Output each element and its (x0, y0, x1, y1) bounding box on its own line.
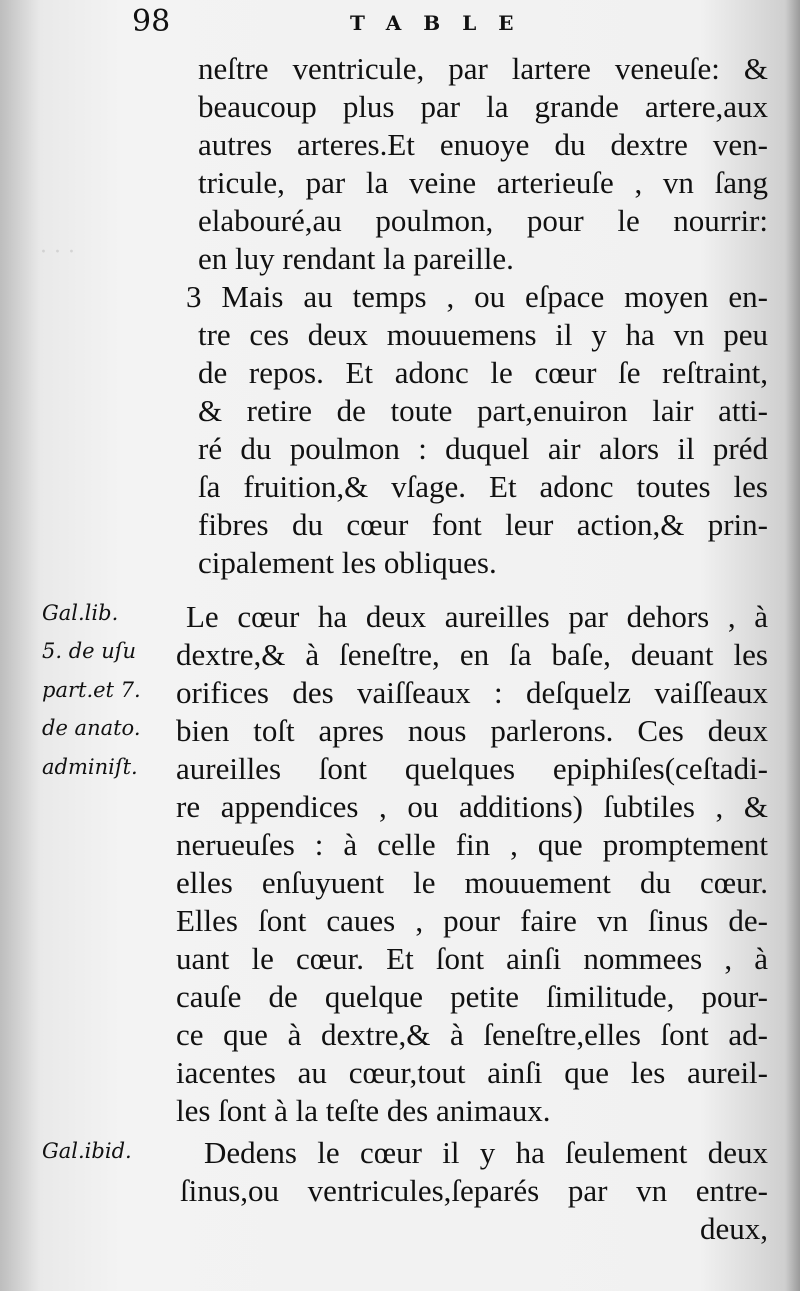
text-line: orifices des vaiſſeaux : deſquelz vaiſſeaux (176, 675, 768, 710)
text-line: ce que à dextre,& à ſeneſtre,elles ſont ad- (176, 1017, 768, 1052)
text-line: cauſe de quelque petite ſimilitude, pour- (176, 979, 768, 1014)
text-line: 3 Mais au temps , ou eſpace moyen en- (186, 279, 768, 314)
text-line: tre ces deux mouuemens il y ha vn peu (198, 317, 768, 352)
page-number: 98 (132, 4, 171, 39)
text-line: nerueuſes : à celle fin , que promptement (176, 827, 768, 862)
text-line: les ſont à la teſte des animaux. (176, 1093, 551, 1128)
margin-note: de anato. (42, 716, 141, 740)
margin-note: adminiſt. (42, 755, 138, 779)
text-line: bien toſt apres nous parlerons. Ces deux (176, 713, 768, 748)
text-line: & retire de toute part,enuiron lair atti- (198, 393, 768, 428)
text-line: tricule, par la veine arterieuſe , vn ſang (198, 165, 768, 200)
running-title: TABLE (350, 11, 536, 35)
margin-note: part.et 7. (42, 678, 141, 702)
text-line: elabouré,au poulmon, pour le nourrir: (198, 203, 768, 238)
bleed-through-left: · · · (40, 240, 75, 265)
text-line: ré du poulmon : duquel air alors il préd (198, 431, 768, 466)
margin-note: Gal.lib. (42, 601, 119, 625)
text-line: deux, (699, 1211, 768, 1246)
text-line: dextre,& à ſeneſtre, en ſa baſe, deuant les (176, 637, 768, 672)
text-line: uant le cœur. Et ſont ainſi nommees , à (176, 941, 768, 976)
text-line: ſa fruition,& vſage. Et adonc toutes les (198, 469, 768, 504)
text-line: iacentes au cœur,tout ainſi que les aureil- (176, 1055, 768, 1090)
text-line: fibres du cœur font leur action,& prin- (198, 507, 768, 542)
text-line: ſinus,ou ventricules,ſeparés par vn entre- (180, 1173, 768, 1208)
text-line: de repos. Et adonc le cœur ſe reſtraint, (198, 355, 768, 390)
text-line: Dedens le cœur il y ha ſeulement deux (204, 1135, 768, 1170)
text-line: beaucoup plus par la grande artere,aux (198, 89, 768, 124)
text-line: elles enſuyuent le mouuement du cœur. (176, 865, 768, 900)
text-line: en luy rendant la pareille. (198, 241, 514, 276)
text-line: cipalement les obliques. (198, 545, 497, 580)
text-line: neſtre ventricule, par lartere veneuſe: & (198, 51, 768, 86)
text-line: re appendices , ou additions) ſubtiles , & (176, 789, 768, 824)
text-line: autres arteres.Et enuoye du dextre ven- (198, 127, 768, 162)
margin-note: Gal.ibid. (42, 1139, 132, 1163)
text-line: aureilles ſont quelques epiphiſes(ceſtadi- (176, 751, 768, 786)
text-line: Le cœur ha deux aureilles par dehors , à (186, 599, 768, 634)
page-header (0, 2, 800, 42)
text-line: Elles ſont caues , pour faire vn ſinus de- (176, 903, 768, 938)
margin-note: 5. de uſu (42, 639, 137, 663)
